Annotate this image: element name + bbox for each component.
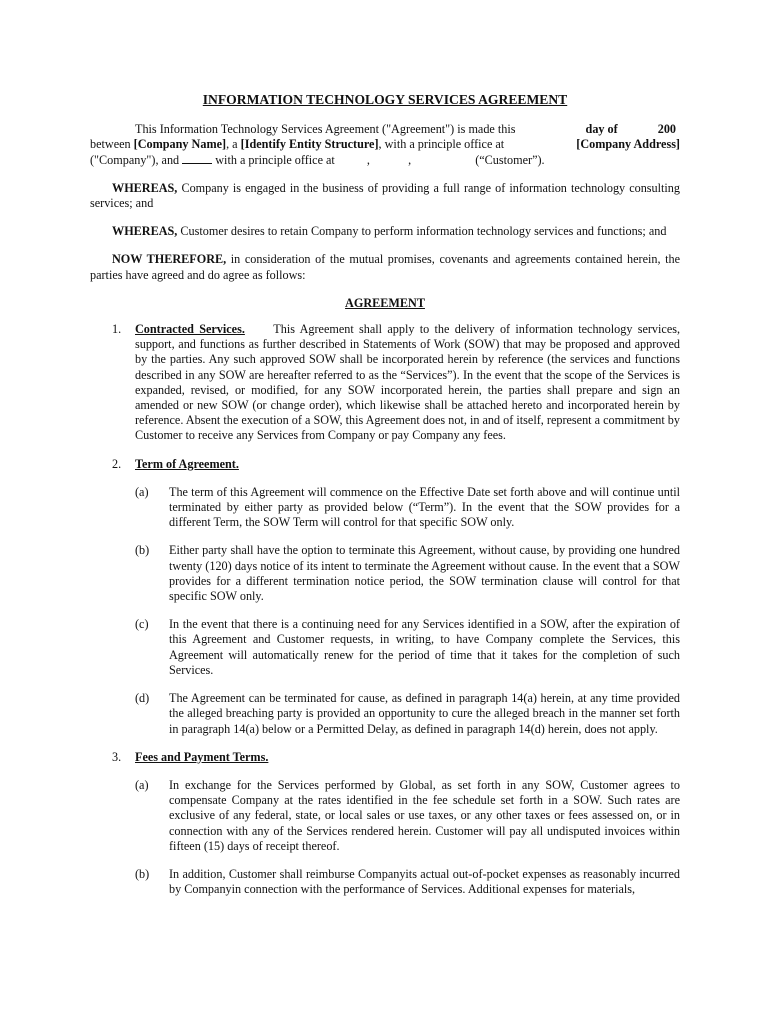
subsection-2b [135,543,680,604]
subsection-label: (b) [135,866,150,881]
entity-structure-placeholder: [Identify Entity Structure] [240,137,379,152]
section-3 [90,750,680,765]
whereas-paragraph-2 [90,224,680,239]
subsection-text: The term of this Agreement will commence on the Effective Date set forth above and will continue until terminated by either party as provided below (“Term”). In the event that the SOW provides for a different Term, the SOW Term will control for that specific SOW only. [169,484,680,530]
intro-line-2 [90,137,680,152]
now-therefore-text: in consideration of the mutual promises, covenants and agreements contained herein, the parties have agreed and do agree as follows: [90,252,680,282]
section-heading: Term of Agreement. [135,456,239,471]
document-title: INFORMATION TECHNOLOGY SERVICES AGREEMENT [202,92,568,107]
year-label: 200 [657,122,676,137]
customer-name-blank [182,153,212,164]
whereas-lead: WHEREAS, [112,224,178,239]
section-1 [90,322,680,444]
section-heading: Contracted Services. [135,322,245,337]
section-heading: Fees and Payment Terms. [135,749,269,764]
subsection-text: In addition, Customer shall reimburse Companyits actual out-of-pocket expenses as reasonably incurred by Companyin connection with the performance of Services. Additional expenses for materials, [169,866,680,897]
a-text: , a [226,137,238,152]
with-office-text: with a principle office at [215,152,335,167]
company-label: ("Company"), and [90,152,180,167]
section-text: This Agreement shall apply to the delivery of information technology services, support, and functions as further described in Statements of Work (SOW) that may be proposed and approved by the parties. Any such approved SOW shall be incorporated herein by reference (the services and functions described in any SOW are hereafter referred to as the “Services”). In the event that the scope of the Services is expanded, revised, or modified, for any SOW incorporated herein, the parties shall prepare and sign an amended or new SOW (or change order), which likewise shall be attached hereto and incorporated herein by reference. Absent the execution of a SOW, this Agreement does not, in and of itself, represent a commitment by Customer to receive any Services from Company or pay Company any fees. [135,322,681,443]
now-therefore-paragraph [90,252,680,282]
subsection-2a [135,485,680,531]
company-name-placeholder: [Company Name] [133,137,227,152]
subsection-label: (c) [135,617,149,632]
whereas-lead: WHEREAS, [112,180,178,195]
section-number: 1. [112,322,122,337]
intro-paragraph [90,122,680,168]
now-therefore-lead: NOW THEREFORE, [112,252,227,267]
company-address-placeholder: [Company Address] [576,137,680,152]
agreement-heading: AGREEMENT [345,295,425,310]
section-number: 3. [112,749,122,764]
subsection-3b [135,867,680,897]
day-of-label: day of [585,122,618,137]
section-2 [90,457,680,472]
principle-office-text: , with a principle office at [378,137,505,152]
subsection-text: In exchange for the Services performed by Global, as set forth in any SOW, Customer agrees to compensate Company at the rates identified in the fee schedule set forth in a SOW. Such rates are exclusive of any federal, state, or local sales or use taxes, or any other taxes or fees assessed on, or in connection with any of the Services rendered herein. Customer will pay all undisputed invoices within fifteen (15) days of receipt thereof. [169,777,680,853]
section-body [135,750,680,765]
subsection-label: (b) [135,543,150,558]
subsection-2c [135,617,680,678]
subsection-text: Either party shall have the option to terminate this Agreement, without cause, by providing one hundred twenty (120) days notice of its intent to terminate the Agreement without cause. In the event that a SOW provides for a different termination notice period, the SOW termination clause will control for that specific SOW only. [169,543,680,604]
comma-2: , [408,152,412,167]
whereas-paragraph-1 [90,181,680,211]
whereas-text: Customer desires to retain Company to perform information technology services and functions; and [177,224,667,239]
customer-label: (“Customer”). [475,152,545,167]
subsection-label: (a) [135,777,149,792]
between-text: between [90,137,131,152]
subsection-3a [135,778,680,854]
section-number: 2. [112,456,122,471]
intro-line-1 [90,122,680,137]
section-body [135,457,680,472]
intro-text: This Information Technology Services Agreement ("Agreement") is made this [135,122,516,137]
subsection-text: In the event that there is a continuing need for any Services identified in a SOW, after the expiration of this Agreement and Customer requests, in writing, to have Company complete the Services, this Agreement will automatically renew for the period of time that it takes for the completion of such Services. [169,617,680,677]
comma-1: , [366,152,370,167]
subsection-2d [135,691,680,737]
whereas-text: Company is engaged in the business of providing a full range of information technology consulting services; and [90,180,680,211]
intro-line-3 [90,153,680,168]
subsection-label: (a) [135,484,149,499]
section-body [135,322,680,444]
subsection-text: The Agreement can be terminated for cause, as defined in paragraph 14(a) herein, at any time provided the alleged breaching party is provided an opportunity to cure the alleged breach in the manner set forth in paragraph 14(a) below or a Permitted Delay, as defined in paragraph 14(d) herein, does not apply. [169,691,680,736]
subsection-label: (d) [135,691,150,706]
